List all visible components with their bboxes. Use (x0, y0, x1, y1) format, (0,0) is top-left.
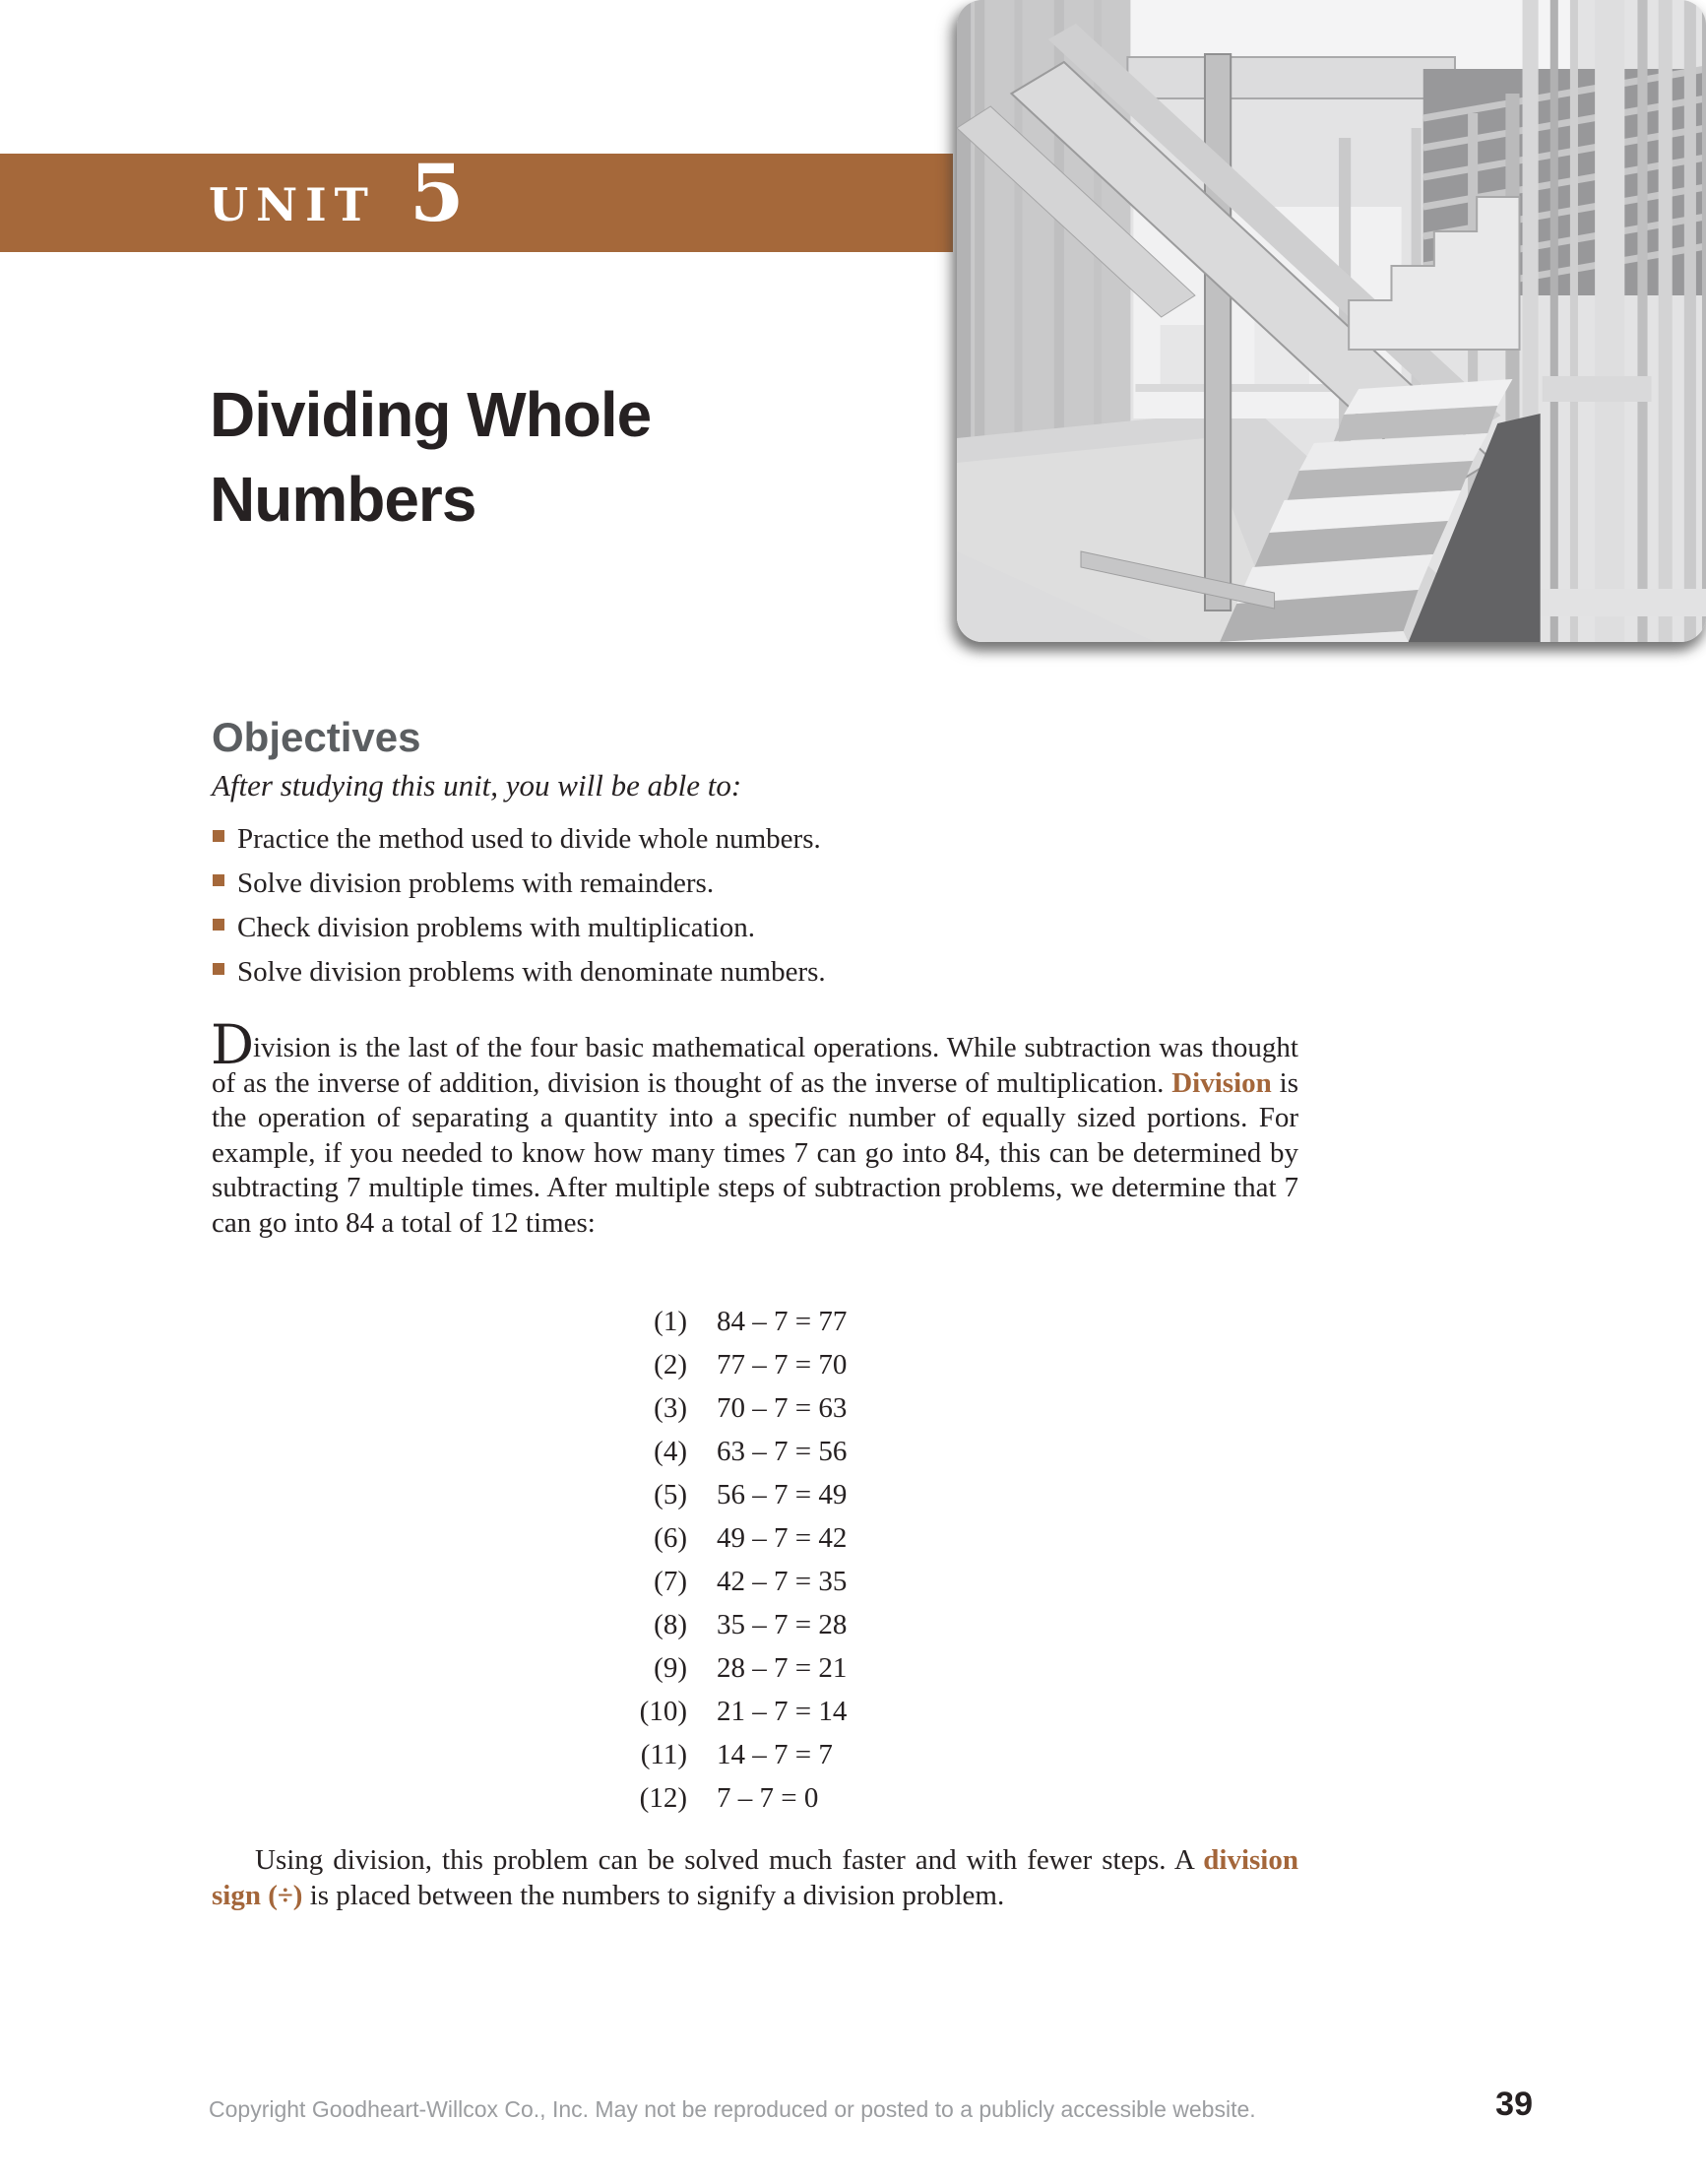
subtraction-step-row (577, 1603, 847, 1646)
step-equation: 77 – 7 = 70 (717, 1348, 848, 1381)
objectives-intro: After studying this unit, you will be able to: (212, 768, 742, 803)
objective-item-text: Solve division problems with denominate numbers. (237, 956, 826, 988)
raised-initial-cap: D (211, 1013, 255, 1076)
step-equation: 42 – 7 = 35 (717, 1565, 848, 1597)
page-number: 39 (1495, 2086, 1533, 2123)
step-number: (7) (654, 1565, 687, 1597)
objective-item (212, 950, 1304, 995)
subtraction-step-row (577, 1733, 847, 1776)
bullet-square-icon (213, 919, 224, 931)
body-text: is the operation of separating a quantity into a specific number of equally sized portions. For example, if you needed to know how many times 7 can go into 84, this can be determined by subtracting 7 multiple times. After multiple steps of subtraction problems, we determine that 7 can go into 84 a total of 12 times: (212, 1066, 1298, 1239)
body-text: is placed between the numbers to signify a division problem. (302, 1879, 1005, 1911)
step-equation: 70 – 7 = 63 (717, 1391, 848, 1424)
unit-label: UNIT (209, 178, 376, 231)
objective-item (212, 862, 1304, 906)
subtraction-step-row (577, 1386, 847, 1430)
title-line-2: Numbers (210, 464, 476, 535)
objectives-heading: Objectives (212, 714, 421, 760)
step-number: (3) (654, 1391, 687, 1424)
step-equation: 84 – 7 = 77 (717, 1305, 848, 1337)
unit-banner-text (209, 147, 465, 239)
subtraction-steps-list (577, 1300, 847, 1820)
step-number: (11) (640, 1738, 687, 1770)
objectives-list (212, 817, 1304, 995)
subtraction-step-row (577, 1430, 847, 1473)
step-equation: 56 – 7 = 49 (717, 1478, 848, 1510)
body-text: ivision is the last of the four basic mathematical operations. While subtraction was thought of as the inverse of addition, division is thought of as the inverse of multiplication. (212, 1032, 1298, 1099)
step-equation: 28 – 7 = 21 (717, 1651, 848, 1684)
objectives-section (212, 715, 1304, 995)
subtraction-step-row (577, 1646, 847, 1690)
objective-item (212, 817, 1304, 862)
step-equation: 14 – 7 = 7 (717, 1738, 833, 1770)
subtraction-step-row (577, 1300, 847, 1343)
closing-paragraph (212, 1843, 1298, 1913)
step-number: (5) (654, 1478, 687, 1510)
step-number: (4) (654, 1435, 687, 1467)
bullet-square-icon (213, 874, 224, 886)
objective-item-text: Solve division problems with remainders. (237, 867, 715, 899)
step-equation: 7 – 7 = 0 (717, 1781, 819, 1814)
accent-term: division sign (÷) (212, 1844, 1298, 1911)
intro-paragraph-text (212, 1032, 1298, 1239)
objective-item (212, 906, 1304, 950)
accent-term: Division (1171, 1066, 1272, 1099)
page-title (210, 372, 651, 542)
copyright-notice: Copyright Goodheart-Willcox Co., Inc. May not be reproduced or posted to a publicly accessible website. (209, 2096, 1256, 2122)
body-text: Using division, this problem can be solved much faster and with fewer steps. A (255, 1844, 1204, 1876)
staircase-construction-photo (957, 0, 1706, 642)
step-number: (12) (639, 1781, 687, 1814)
step-number: (6) (654, 1521, 687, 1554)
subtraction-step-row (577, 1516, 847, 1560)
bullet-square-icon (213, 830, 224, 842)
staircase-photo-illustration (957, 0, 1706, 642)
subtraction-step-row (577, 1776, 847, 1820)
bullet-square-icon (213, 963, 224, 975)
subtraction-step-row (577, 1473, 847, 1516)
step-equation: 49 – 7 = 42 (717, 1521, 848, 1554)
step-number: (1) (654, 1305, 687, 1337)
step-number: (9) (654, 1651, 687, 1684)
step-number: (10) (639, 1695, 687, 1727)
step-equation: 35 – 7 = 28 (717, 1608, 848, 1640)
step-equation: 63 – 7 = 56 (717, 1435, 848, 1467)
unit-banner (0, 147, 953, 252)
objective-item-text: Check division problems with multiplication. (237, 912, 755, 943)
header-beam (1127, 57, 1455, 98)
subtraction-step-row (577, 1690, 847, 1733)
subtraction-step-row (577, 1343, 847, 1386)
unit-number: 5 (409, 147, 465, 239)
subtraction-step-row (577, 1560, 847, 1603)
step-equation: 21 – 7 = 14 (717, 1695, 848, 1727)
title-line-1: Dividing Whole (210, 379, 652, 450)
step-number: (8) (654, 1608, 687, 1640)
objective-item-text: Practice the method used to divide whole numbers. (237, 823, 821, 855)
intro-paragraph (211, 1013, 1298, 1241)
step-number: (2) (654, 1348, 687, 1381)
